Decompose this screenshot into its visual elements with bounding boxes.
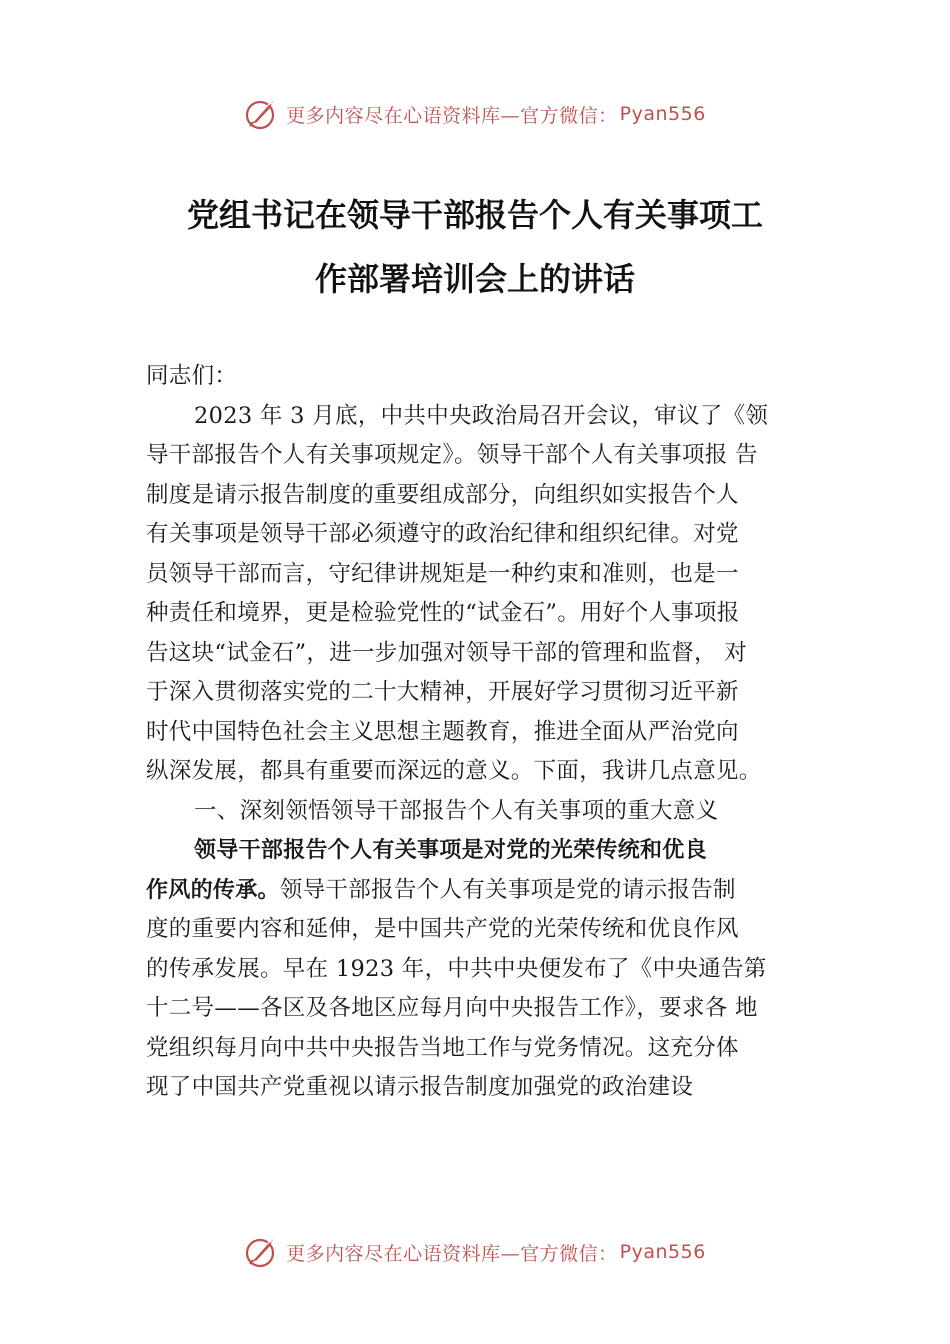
paragraph-line: 2023 年 3 月底，中共中央政治局召开会议，审议了《领 (194, 402, 769, 429)
paragraph-line: 告这块“试金石”，进一步加强对领导干部的管理和监督， 对 (146, 639, 748, 666)
paragraph-line (146, 871, 811, 911)
quill-pen-icon (244, 1235, 278, 1269)
section-heading: 一、深刻领悟领导干部报告个人有关事项的重大意义 (194, 797, 719, 824)
title-line-1: 党组书记在领导干部报告个人有关事项工 (186, 196, 763, 234)
header-banner-text: 更多内容尽在心语资料库—官方微信： (286, 104, 618, 127)
paragraph-text: 领导干部报告个人有关事项是党的请示报告制 (279, 876, 736, 903)
paragraph-line: 的传承发展。早在 1923 年，中共中央便发布了《中央通告第 (146, 955, 767, 982)
footer-banner-handle: Pyan556 (619, 1241, 706, 1263)
paragraph-line: 度的重要内容和延伸，是中国共产党的光荣传统和优良作风 (146, 916, 739, 942)
speech-body (146, 357, 811, 1108)
paragraph-line: 员领导干部而言，守纪律讲规矩是一种约束和准则，也是一 (146, 560, 739, 587)
title-line-2: 作部署培训会上的讲话 (314, 260, 635, 298)
paragraph-line: 导干部报告个人有关事项规定》。领导干部个人有关事项报 告 (146, 442, 758, 468)
paragraph-line: 种责任和境界，更是检验党性的“试金石”。用好个人事项报 (146, 600, 740, 626)
paragraph-line: 于深入贯彻落实党的二十大精神，开展好学习贯彻习近平新 (146, 679, 739, 705)
paragraph-line: 制度是请示报告制度的重要组成部分，向组织如实报告个人 (146, 481, 739, 508)
paragraph-line: 现了中国共产党重视以请示报告制度加强党的政治建设 (146, 1074, 694, 1100)
quill-pen-icon (244, 97, 278, 131)
header-banner-handle: Pyan556 (619, 103, 706, 125)
paragraph-line: 纵深发展，都具有重要而深远的意义。下面，我讲几点意见。 (146, 758, 762, 784)
paragraph-line: 有关事项是领导干部必须遵守的政治纪律和组织纪律。对党 (146, 521, 739, 547)
bold-lead-line (146, 831, 811, 871)
bold-lead-text: 作风的传承。 (146, 877, 280, 903)
footer-banner-text: 更多内容尽在心语资料库—官方微信： (286, 1242, 618, 1265)
paragraph-line: 时代中国特色社会主义思想主题教育，推进全面从严治党向 (146, 718, 739, 745)
footer-banner (0, 1232, 950, 1272)
bold-lead-text: 领导干部报告个人有关事项是对党的光荣传统和优良 (194, 838, 707, 863)
header-banner (0, 94, 950, 134)
page-title (120, 183, 830, 311)
paragraph-line: 党组织每月向中共中央报告当地工作与党务情况。这充分体 (146, 1034, 739, 1061)
paragraph-line: 十二号——各区及各地区应每月向中央报告工作》，要求各 地 (146, 995, 758, 1021)
salutation: 同志们： (146, 363, 238, 389)
